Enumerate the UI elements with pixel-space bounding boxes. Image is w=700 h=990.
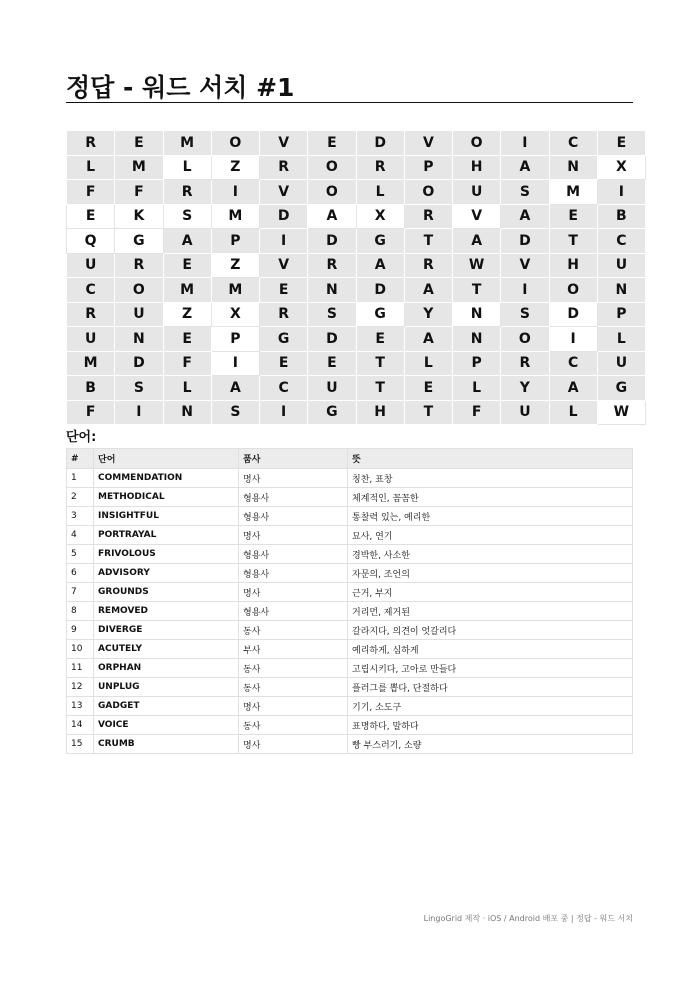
table-row [67, 659, 633, 678]
word-number: 15 [67, 735, 94, 754]
word-number: 11 [67, 659, 94, 678]
column-header-number: # [67, 449, 94, 469]
word-meaning: 칭찬, 표창 [348, 469, 633, 488]
word-number: 7 [67, 583, 94, 602]
grid-row [67, 302, 646, 327]
word-number: 2 [67, 488, 94, 507]
grid-cell: E [163, 327, 211, 352]
table-row [67, 545, 633, 564]
grid-cell: I [115, 400, 163, 425]
grid-cell: T [404, 229, 452, 254]
grid-cell: X [597, 155, 645, 180]
column-header-meaning: 뜻 [348, 449, 633, 469]
word-meaning: 묘사, 연기 [348, 526, 633, 545]
word-text: ORPHAN [94, 659, 239, 678]
table-row [67, 564, 633, 583]
grid-cell: S [211, 400, 259, 425]
grid-cell: A [501, 155, 549, 180]
title-divider [66, 102, 633, 103]
grid-row [67, 327, 646, 352]
grid-cell: F [67, 400, 115, 425]
grid-cell: E [260, 278, 308, 303]
grid-cell: X [356, 204, 404, 229]
grid-cell: M [67, 351, 115, 376]
part-of-speech: 형용사 [239, 602, 348, 621]
grid-cell: O [549, 278, 597, 303]
part-of-speech: 동사 [239, 716, 348, 735]
column-header-part-of-speech: 품사 [239, 449, 348, 469]
word-meaning: 고립시키다, 고아로 만들다 [348, 659, 633, 678]
word-text: GROUNDS [94, 583, 239, 602]
grid-cell: Q [67, 229, 115, 254]
grid-cell: E [597, 131, 645, 156]
word-meaning: 표명하다, 말하다 [348, 716, 633, 735]
grid-cell: D [115, 351, 163, 376]
page-title: 정답 - 워드 서치 #1 [66, 73, 295, 102]
grid-cell: L [67, 155, 115, 180]
grid-cell: M [163, 278, 211, 303]
part-of-speech: 형용사 [239, 564, 348, 583]
grid-cell: P [211, 327, 259, 352]
grid-cell: U [597, 253, 645, 278]
word-number: 4 [67, 526, 94, 545]
word-number: 8 [67, 602, 94, 621]
grid-cell: N [115, 327, 163, 352]
grid-cell: I [260, 229, 308, 254]
grid-cell: N [308, 278, 356, 303]
part-of-speech: 명사 [239, 735, 348, 754]
grid-cell: M [115, 155, 163, 180]
grid-cell: M [211, 278, 259, 303]
grid-cell: G [597, 376, 645, 401]
grid-cell: A [549, 376, 597, 401]
grid-row [67, 204, 646, 229]
grid-cell: L [163, 155, 211, 180]
grid-cell: D [308, 229, 356, 254]
grid-cell: R [260, 155, 308, 180]
word-number: 10 [67, 640, 94, 659]
grid-cell: U [67, 253, 115, 278]
grid-cell: E [163, 253, 211, 278]
word-text: ADVISORY [94, 564, 239, 583]
word-meaning: 근거, 부지 [348, 583, 633, 602]
grid-cell: V [260, 131, 308, 156]
word-text: ACUTELY [94, 640, 239, 659]
grid-cell: E [356, 327, 404, 352]
grid-cell: S [115, 376, 163, 401]
word-number: 5 [67, 545, 94, 564]
grid-cell: O [501, 327, 549, 352]
word-list-table [66, 448, 633, 754]
grid-cell: E [67, 204, 115, 229]
grid-cell: N [597, 278, 645, 303]
grid-cell: F [115, 180, 163, 205]
grid-cell: I [260, 400, 308, 425]
grid-cell: S [308, 302, 356, 327]
grid-cell: S [501, 302, 549, 327]
word-number: 14 [67, 716, 94, 735]
grid-cell: O [453, 131, 501, 156]
grid-cell: R [260, 302, 308, 327]
table-row [67, 507, 633, 526]
grid-cell: E [115, 131, 163, 156]
table-row [67, 488, 633, 507]
table-row [67, 697, 633, 716]
grid-cell: N [549, 155, 597, 180]
grid-cell: W [597, 400, 645, 425]
grid-cell: R [67, 131, 115, 156]
grid-cell: P [453, 351, 501, 376]
word-number: 1 [67, 469, 94, 488]
grid-cell: A [163, 229, 211, 254]
part-of-speech: 명사 [239, 583, 348, 602]
word-meaning: 갈라지다, 의견이 엇갈리다 [348, 621, 633, 640]
grid-cell: V [260, 253, 308, 278]
word-number: 13 [67, 697, 94, 716]
grid-cell: U [453, 180, 501, 205]
grid-cell: P [597, 302, 645, 327]
grid-cell: C [549, 131, 597, 156]
grid-cell: N [163, 400, 211, 425]
grid-cell: I [549, 327, 597, 352]
grid-cell: O [404, 180, 452, 205]
grid-cell: P [211, 229, 259, 254]
grid-row [67, 229, 646, 254]
grid-cell: I [597, 180, 645, 205]
grid-cell: Y [404, 302, 452, 327]
word-text: CRUMB [94, 735, 239, 754]
grid-cell: O [308, 180, 356, 205]
grid-cell: U [67, 327, 115, 352]
grid-cell: T [356, 376, 404, 401]
grid-row [67, 253, 646, 278]
grid-cell: L [404, 351, 452, 376]
part-of-speech: 형용사 [239, 507, 348, 526]
grid-cell: I [211, 351, 259, 376]
part-of-speech: 동사 [239, 621, 348, 640]
grid-cell: B [597, 204, 645, 229]
grid-cell: O [211, 131, 259, 156]
word-text: DIVERGE [94, 621, 239, 640]
grid-cell: R [115, 253, 163, 278]
grid-cell: C [597, 229, 645, 254]
table-row [67, 469, 633, 488]
grid-cell: A [356, 253, 404, 278]
grid-cell: A [453, 229, 501, 254]
word-text: UNPLUG [94, 678, 239, 697]
letter-grid [66, 130, 646, 425]
grid-cell: O [308, 155, 356, 180]
word-meaning: 체계적인, 꼼꼼한 [348, 488, 633, 507]
grid-cell: V [404, 131, 452, 156]
table-row [67, 602, 633, 621]
grid-cell: S [501, 180, 549, 205]
word-meaning: 플러그를 뽑다, 단절하다 [348, 678, 633, 697]
grid-cell: U [501, 400, 549, 425]
word-number: 3 [67, 507, 94, 526]
table-row [67, 716, 633, 735]
grid-cell: Y [501, 376, 549, 401]
grid-cell: R [501, 351, 549, 376]
word-text: GADGET [94, 697, 239, 716]
word-number: 12 [67, 678, 94, 697]
grid-cell: E [308, 351, 356, 376]
grid-cell: C [549, 351, 597, 376]
grid-cell: I [501, 131, 549, 156]
grid-cell: V [453, 204, 501, 229]
grid-cell: H [356, 400, 404, 425]
grid-cell: D [501, 229, 549, 254]
grid-cell: C [260, 376, 308, 401]
word-text: METHODICAL [94, 488, 239, 507]
grid-cell: S [163, 204, 211, 229]
part-of-speech: 형용사 [239, 488, 348, 507]
grid-cell: L [549, 400, 597, 425]
grid-cell: R [308, 253, 356, 278]
grid-cell: B [67, 376, 115, 401]
word-text: FRIVOLOUS [94, 545, 239, 564]
grid-cell: H [453, 155, 501, 180]
grid-cell: U [115, 302, 163, 327]
grid-cell: U [308, 376, 356, 401]
grid-cell: R [404, 253, 452, 278]
grid-cell: E [549, 204, 597, 229]
word-text: INSIGHTFUL [94, 507, 239, 526]
grid-cell: A [501, 204, 549, 229]
grid-cell: K [115, 204, 163, 229]
grid-cell: M [211, 204, 259, 229]
word-meaning: 경박한, 사소한 [348, 545, 633, 564]
grid-cell: A [308, 204, 356, 229]
table-row [67, 640, 633, 659]
grid-cell: E [308, 131, 356, 156]
word-number: 9 [67, 621, 94, 640]
grid-cell: L [597, 327, 645, 352]
word-meaning: 자문의, 조언의 [348, 564, 633, 583]
table-row [67, 583, 633, 602]
grid-cell: P [404, 155, 452, 180]
grid-cell: L [356, 180, 404, 205]
grid-cell: R [163, 180, 211, 205]
grid-cell: D [308, 327, 356, 352]
grid-cell: G [356, 302, 404, 327]
part-of-speech: 명사 [239, 526, 348, 545]
words-heading: 단어: [66, 430, 97, 445]
grid-cell: L [453, 376, 501, 401]
grid-cell: V [501, 253, 549, 278]
grid-cell: F [67, 180, 115, 205]
part-of-speech: 형용사 [239, 545, 348, 564]
part-of-speech: 부사 [239, 640, 348, 659]
grid-cell: T [404, 400, 452, 425]
grid-cell: O [115, 278, 163, 303]
grid-cell: D [549, 302, 597, 327]
word-meaning: 통찰력 있는, 예리한 [348, 507, 633, 526]
word-text: REMOVED [94, 602, 239, 621]
grid-cell: X [211, 302, 259, 327]
word-number: 6 [67, 564, 94, 583]
grid-row [67, 180, 646, 205]
grid-cell: I [501, 278, 549, 303]
grid-cell: G [308, 400, 356, 425]
grid-cell: I [211, 180, 259, 205]
grid-cell: G [356, 229, 404, 254]
grid-cell: L [163, 376, 211, 401]
grid-cell: G [115, 229, 163, 254]
grid-cell: N [453, 327, 501, 352]
word-meaning: 기기, 소도구 [348, 697, 633, 716]
grid-cell: E [404, 376, 452, 401]
grid-cell: F [453, 400, 501, 425]
grid-row [67, 155, 646, 180]
grid-cell: F [163, 351, 211, 376]
word-meaning: 거리먼, 제거된 [348, 602, 633, 621]
part-of-speech: 명사 [239, 469, 348, 488]
part-of-speech: 동사 [239, 678, 348, 697]
grid-cell: Z [211, 253, 259, 278]
table-header-row [67, 449, 633, 469]
grid-cell: N [453, 302, 501, 327]
grid-cell: R [67, 302, 115, 327]
word-text: COMMENDATION [94, 469, 239, 488]
grid-cell: A [404, 278, 452, 303]
part-of-speech: 동사 [239, 659, 348, 678]
column-header-word: 단어 [94, 449, 239, 469]
grid-cell: M [163, 131, 211, 156]
grid-cell: H [549, 253, 597, 278]
grid-cell: C [67, 278, 115, 303]
grid-cell: D [356, 131, 404, 156]
part-of-speech: 명사 [239, 697, 348, 716]
grid-row [67, 278, 646, 303]
grid-cell: U [597, 351, 645, 376]
table-row [67, 678, 633, 697]
word-meaning: 빵 부스러기, 소량 [348, 735, 633, 754]
grid-cell: A [404, 327, 452, 352]
grid-cell: D [260, 204, 308, 229]
table-row [67, 621, 633, 640]
grid-row [67, 400, 646, 425]
grid-cell: W [453, 253, 501, 278]
grid-row [67, 376, 646, 401]
grid-cell: Z [211, 155, 259, 180]
grid-cell: M [549, 180, 597, 205]
table-row [67, 735, 633, 754]
grid-cell: R [404, 204, 452, 229]
grid-cell: R [356, 155, 404, 180]
grid-cell: D [356, 278, 404, 303]
word-text: VOICE [94, 716, 239, 735]
grid-cell: G [260, 327, 308, 352]
grid-cell: A [211, 376, 259, 401]
grid-cell: T [453, 278, 501, 303]
grid-cell: E [260, 351, 308, 376]
footer-credit: LingoGrid 제작 · iOS / Android 배포 중 | 정답 - 워드 서치 [423, 914, 633, 923]
grid-cell: Z [163, 302, 211, 327]
grid-cell: T [356, 351, 404, 376]
word-text: PORTRAYAL [94, 526, 239, 545]
table-row [67, 526, 633, 545]
grid-row [67, 351, 646, 376]
grid-cell: T [549, 229, 597, 254]
grid-cell: V [260, 180, 308, 205]
grid-row [67, 131, 646, 156]
word-meaning: 예리하게, 심하게 [348, 640, 633, 659]
